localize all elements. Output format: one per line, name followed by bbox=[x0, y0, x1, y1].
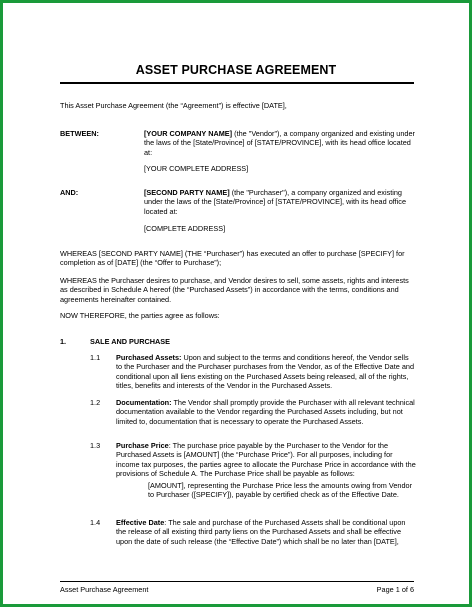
footer-rule bbox=[60, 581, 414, 582]
clause-number-1-1: 1.1 bbox=[90, 353, 101, 362]
party2-address: [COMPLETE ADDRESS] bbox=[144, 224, 226, 233]
clause-1-1 bbox=[116, 353, 416, 390]
clause-text: : The sale and purchase of the Purchased Assets shall be conditional upon the release of all existing third party liens on the Purchased Assets and shall be effective upon the date of such release (the “Effective Date”) which shall be no later than [DATE], bbox=[116, 518, 406, 546]
clause-1-3-subparagraph: [AMOUNT], representing the Purchase Price less the amounts owing from Vendor to Purchaser ([SPECIFY]), payable by certified check as of the Effective Date. bbox=[148, 481, 413, 500]
clause-heading: Purchase Price bbox=[116, 441, 169, 450]
party1-name: [YOUR COMPANY NAME] bbox=[144, 129, 233, 138]
clause-heading: Documentation: bbox=[116, 398, 172, 407]
document-title: ASSET PURCHASE AGREEMENT bbox=[135, 63, 337, 77]
and-label: AND: bbox=[60, 188, 79, 197]
section-number: 1. bbox=[60, 337, 67, 346]
clause-number-1-2: 1.2 bbox=[90, 398, 101, 407]
clause-text: The Vendor shall promptly provide the Purchaser with all relevant technical documentation available to the Vendor regarding the Purchased Assets including, but not limited to, documentation that is necessary to operate the Purchased Assets. bbox=[116, 398, 415, 426]
between-label: BETWEEN: bbox=[60, 129, 99, 138]
party2-desc: (the "Purchaser"), a company organized and existing under the laws of the [State/Province] of [STATE/PROVINCE], with its head office located at: bbox=[144, 188, 406, 216]
party2-name: [SECOND PARTY NAME] bbox=[144, 188, 230, 197]
clause-1-2 bbox=[116, 398, 416, 426]
clause-text: Upon and subject to the terms and conditions hereof, the Vendor sells to the Purchaser and the Purchaser purchases from the Vendor, as of the Effective Date and conditional upon all liens existing on the Purchased Assets being released, all of the rights, titles, benefits and interests of the Vendor in the Purchased Assets. bbox=[116, 353, 414, 390]
title-rule bbox=[60, 82, 414, 84]
clause-number-1-3: 1.3 bbox=[90, 441, 101, 450]
party1-desc: (the "Vendor"), a company organized and existing under the laws of the [State/Province] of [STATE/PROVINCE], with its head office located at: bbox=[144, 129, 415, 157]
clause-1-3 bbox=[116, 441, 416, 478]
party1-block bbox=[144, 129, 416, 157]
clause-1-4 bbox=[116, 518, 416, 546]
therefore-paragraph: NOW THEREFORE, the parties agree as follows: bbox=[60, 311, 220, 320]
document-page bbox=[3, 3, 469, 604]
whereas-paragraph-1: WHEREAS [SECOND PARTY NAME] (THE “Purchaser”) has executed an offer to purchase [SPECIFY] for completion as of [DATE] (the “Offer to Purchase”); bbox=[60, 249, 405, 268]
footer-title: Asset Purchase Agreement bbox=[60, 585, 149, 594]
whereas-paragraph-2: WHEREAS the Purchaser desires to purchase, and Vendor desires to sell, some assets, rights and interests as described in Schedule A hereof (the “Purchased Assets”) in accordance with the terms, conditions and agreements hereinafter contained. bbox=[60, 276, 409, 304]
clause-number-1-4: 1.4 bbox=[90, 518, 101, 527]
clause-heading: Effective Date bbox=[116, 518, 165, 527]
footer-page-number: Page 1 of 6 bbox=[376, 585, 414, 594]
section-title: SALE AND PURCHASE bbox=[90, 337, 171, 346]
clause-heading: Purchased Assets: bbox=[116, 353, 182, 362]
clause-text: : The purchase price payable by the Purchaser to the Vendor for the Purchased Assets is [AMOUNT] (the “Purchase Price”). For all purposes, including for income tax purposes, the parties agree to allocate the Purchase Price in accordance with the provisions of Schedule A. The Purchase Price shall be payable as follows: bbox=[116, 441, 416, 478]
party1-address: [YOUR COMPLETE ADDRESS] bbox=[144, 164, 249, 173]
party2-block bbox=[144, 188, 416, 216]
intro-paragraph: This Asset Purchase Agreement (the “Agreement”) is effective [DATE], bbox=[60, 101, 287, 110]
